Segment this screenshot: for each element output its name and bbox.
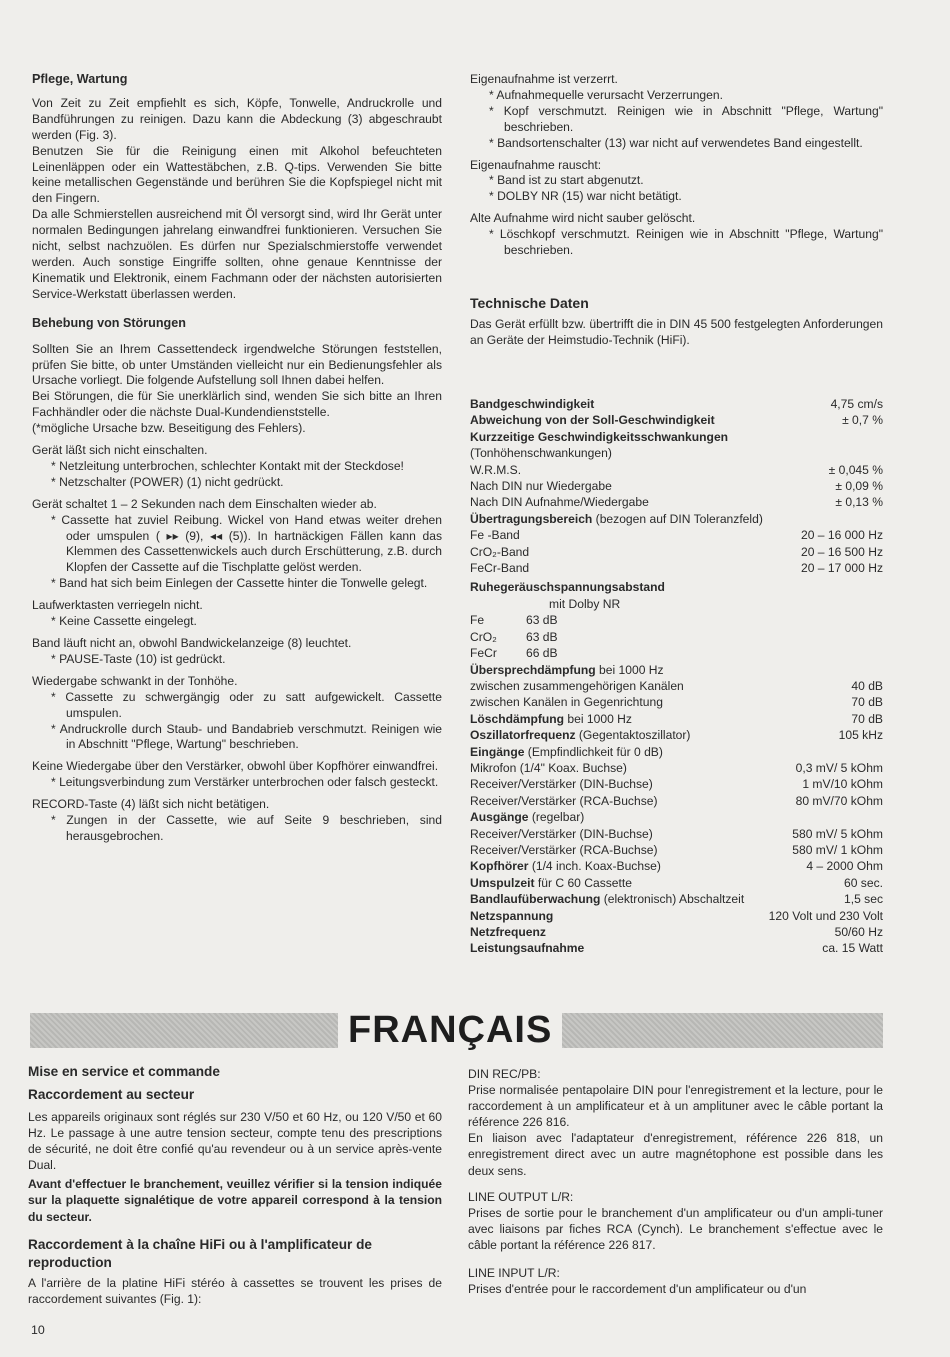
spec-value: 120 Volt und 230 Volt — [768, 908, 883, 923]
body-paragraph: Prises d'entrée pour le raccordement d'un amplificateur ou d'un — [468, 1282, 807, 1297]
spec-note: (elektronisch) Abschaltzeit — [600, 892, 745, 907]
spec-label: W.R.M.S. — [470, 462, 522, 477]
spec-label: Receiver/Verstärker (DIN-Buchse) — [470, 826, 653, 841]
spec-value: 4 – 2000 Ohm — [806, 859, 883, 874]
warning-paragraph: Avant d'effectuer le branchement, veuillez vérifier si la tension indiquée sur la plaquette signalétique de votre appareil correspond à la tension du secteur. — [28, 1177, 442, 1224]
spec-value: 70 dB — [851, 695, 883, 710]
spec-label: Umspulzeit — [470, 875, 535, 890]
spec-row — [470, 940, 883, 956]
spec-label: Netzfrequenz — [470, 925, 546, 939]
spec-value: 40 dB — [851, 678, 883, 693]
spec-label: Mikrofon (1/4" Koax. Buchse) — [470, 760, 627, 775]
connector-title: LINE OUTPUT L/R: — [468, 1189, 574, 1204]
connector-title: LINE INPUT L/R: — [468, 1266, 560, 1281]
spec-row — [470, 445, 883, 461]
symptom-title: Laufwerktasten verriegeln nicht. — [32, 598, 203, 613]
spec-row — [470, 727, 883, 743]
spec-row — [470, 462, 883, 478]
symptom-cause: * Keine Cassette eingelegt. — [51, 614, 197, 629]
spec-label: Bandgeschwindigkeit — [470, 397, 595, 411]
symptom-cause: * Zungen in der Cassette, wie auf Seite 9 beschrieben, sind herausgebrochen. — [51, 813, 442, 843]
spec-label: FeCr — [470, 646, 497, 661]
spec-row — [470, 858, 883, 874]
spec-value: ± 0,045 % — [828, 462, 883, 477]
symptom-title: RECORD-Taste (4) läßt sich nicht betätigen. — [32, 797, 270, 812]
spec-label: Nach DIN nur Wiedergabe — [470, 479, 612, 494]
symptom-cause: * Band hat sich beim Einlegen der Cassette hinter die Tonwelle gelegt. — [51, 576, 428, 591]
care-paragraph: Von Zeit zu Zeit empfiehlt es sich, Köpfe, Tonwelle, Andruckrolle und Bandführungen zu reinigen. Dazu kann die Abdeckung (3) abgeschraubt werden (Fig. 3). — [32, 95, 442, 142]
tech-intro: Das Gerät erfüllt bzw. übertrifft die in DIN 45 500 festgelegten Anforderungen an Geräte der Heimstudio-Technik (HiFi). — [470, 316, 883, 347]
spec-sublabel: mit Dolby NR — [549, 596, 621, 611]
trouble-paragraph: Sollten Sie an Ihrem Cassettendeck irgendwelche Störungen feststellen, prüfen Sie bitte, ob unter Umständen vielleicht nur ein Bedienungsfehler als Ursache vorliegt. Die folgende Aufstellung soll Ihnen dabei helfen. — [32, 341, 442, 388]
spec-row — [470, 744, 883, 760]
symptom-title: Band läuft nicht an, obwohl Bandwickelanzeige (8) leuchtet. — [32, 636, 352, 650]
spec-row — [470, 412, 883, 428]
spec-value: 0,3 mV/ 5 kOhm — [795, 760, 883, 775]
spec-label: Receiver/Verstärker (RCA-Buchse) — [470, 793, 658, 808]
trouble-paragraph: Bei Störungen, die für Sie unerklärlich sind, wenden Sie sich bitte an Ihren Fachhändler oder die nächste Dual-Kundendienststelle. — [32, 389, 442, 420]
spec-row — [470, 809, 883, 825]
spec-label: Übersprechdämpfung — [470, 662, 596, 677]
spec-row — [470, 396, 883, 412]
symptom-cause: * PAUSE-Taste (10) ist gedrückt. — [51, 651, 226, 666]
spec-note: (bezogen auf DIN Toleranzfeld) — [592, 511, 763, 526]
spec-note: für C 60 Cassette — [534, 875, 632, 890]
spec-row — [470, 711, 883, 727]
spec-row — [470, 645, 883, 661]
spec-label: Netzspannung — [470, 908, 554, 923]
spec-value: ± 0,13 % — [835, 495, 883, 510]
spec-note: bei 1000 Hz — [595, 662, 664, 677]
trouble-note: (*mögliche Ursache bzw. Beseitigung des Fehlers). — [32, 421, 306, 436]
spec-value: ca. 15 Watt — [822, 941, 883, 956]
symptom-cause: * Cassette hat zuviel Reibung. Wickel von Hand etwas weiter drehen oder umspulen ( ▸▸ (9), ◂◂ (5)). In hartnäckigen Fällen kann das Klemmen des Cassettenwickels auch durch Erschütterung, z.B. durch Klopfen der Cassette auf die Tischplatte gelöst werden. — [51, 512, 442, 575]
right-column — [470, 72, 883, 349]
spec-value: 66 dB — [526, 646, 558, 661]
spec-row — [470, 776, 883, 792]
left-column — [32, 72, 442, 845]
spec-value: 20 – 16 000 Hz — [800, 528, 883, 543]
spec-row — [470, 429, 883, 445]
spec-label: Oszillatorfrequenz — [470, 728, 576, 743]
spec-value: 1,5 sec — [844, 892, 883, 907]
symptom-title: Wiedergabe schwankt in der Tonhöhe. — [32, 673, 238, 688]
spec-row — [470, 612, 883, 628]
symptom-cause: * Cassette zu schwergängig oder zu satt aufgewickelt. Cassette umspulen. — [51, 689, 442, 720]
spec-row — [470, 793, 883, 809]
spec-row — [470, 891, 883, 907]
spec-row — [470, 629, 883, 645]
spec-row — [470, 560, 883, 576]
symptom-title: Gerät schaltet 1 – 2 Sekunden nach dem Einschalten wieder ab. — [32, 496, 377, 511]
body-paragraph: En liaison avec l'adaptateur d'enregistrement, référence 226 818, un enregistrement direct avec un autre magnétophone est possible dans les deux sens. — [468, 1131, 883, 1178]
spec-value: 63 dB — [526, 629, 558, 644]
spec-sublabel: (Tonhöhenschwankungen) — [470, 446, 612, 461]
spec-value: 70 dB — [851, 711, 883, 726]
language-title: FRANÇAIS — [338, 1008, 562, 1052]
body-paragraph: A l'arrière de la platine HiFi stéréo à cassettes se trouvent les prises de raccordement suivantes (Fig. 1): — [28, 1275, 442, 1306]
spec-value: 1 mV/10 kOhm — [802, 777, 883, 792]
symptom-cause: * Bandsortenschalter (13) war nicht auf verwendetes Band eingestellt. — [489, 135, 863, 150]
spec-value: ± 0,7 % — [842, 413, 883, 428]
spec-value: 20 – 16 500 Hz — [800, 544, 883, 559]
spec-row — [470, 662, 883, 678]
section-heading: Mise en service et commande — [28, 1064, 220, 1079]
spec-row — [470, 544, 883, 560]
spec-note: (1/4 inch. Koax-Buchse) — [528, 859, 661, 874]
spec-label: CrO₂ — [470, 629, 497, 644]
symptom-cause: * Band ist zu start abgenutzt. — [489, 173, 644, 188]
spec-row — [470, 527, 883, 543]
french-right-column — [468, 1063, 883, 1297]
symptom-title: Gerät läßt sich nicht einschalten. — [32, 443, 208, 458]
symptom-cause: * Netzleitung unterbrochen, schlechter Kontakt mit der Steckdose! — [51, 458, 404, 473]
spec-label: Ruhegeräuschspannungsabstand — [470, 580, 665, 595]
spec-label: Receiver/Verstärker (DIN-Buchse) — [470, 777, 653, 792]
spec-row — [470, 678, 883, 694]
spec-value: 20 – 17 000 Hz — [800, 561, 883, 576]
spec-value: 105 kHz — [838, 728, 883, 743]
spec-row — [470, 826, 883, 842]
symptom-cause: * DOLBY NR (15) war nicht betätigt. — [489, 189, 682, 204]
symptom-title: Alte Aufnahme wird nicht sauber gelöscht. — [470, 211, 696, 226]
spec-label: Receiver/Verstärker (RCA-Buchse) — [470, 842, 658, 857]
symptom-title: Eigenaufnahme rauscht: — [470, 157, 602, 172]
spec-label: Übertragungsbereich — [470, 511, 593, 526]
spec-label: Kopfhörer — [470, 859, 529, 874]
spec-label: Nach DIN Aufnahme/Wiedergabe — [470, 495, 649, 510]
care-heading: Pflege, Wartung — [32, 72, 128, 86]
spec-row — [470, 579, 883, 595]
spec-label: Eingänge — [470, 744, 525, 759]
symptom-cause: * Kopf verschmutzt. Reinigen wie in Abschnitt "Pflege, Wartung" beschrieben. — [489, 103, 883, 134]
spec-label: Fe — [470, 613, 485, 628]
symptom-cause: * Aufnahmequelle verursacht Verzerrungen. — [489, 87, 723, 102]
page-number: 10 — [31, 1323, 45, 1337]
symptom-cause: * Löschkopf verschmutzt. Reinigen wie in Abschnitt "Pflege, Wartung" beschrieben. — [489, 227, 883, 258]
spec-row — [470, 908, 883, 924]
spec-row — [470, 760, 883, 776]
spec-value: 580 mV/ 1 kOhm — [792, 842, 883, 857]
symptom-title: Keine Wiedergabe über den Verstärker, obwohl über Kopfhörer einwandfrei. — [32, 759, 439, 774]
spec-note: bei 1000 Hz — [564, 711, 632, 726]
spec-label: CrO₂-Band — [470, 544, 530, 559]
symptom-cause: * Leitungsverbindung zum Verstärker unterbrochen oder falsch gesteckt. — [51, 775, 439, 790]
spec-value: 580 mV/ 5 kOhm — [792, 826, 883, 841]
body-paragraph: Prises de sortie pour le branchement d'un amplificateur ou d'un ampli-tuner avec liaisons par fiches RCA (Cynch). Le branchement s'effectue avec le câble portant la référence 226 817. — [468, 1205, 883, 1252]
spec-note: (Gegentaktoszillator) — [575, 728, 691, 743]
section-heading: Raccordement au secteur — [28, 1087, 195, 1102]
spec-value: 63 dB — [526, 613, 558, 628]
symptom-cause: * Netzschalter (POWER) (1) nicht gedrückt. — [51, 474, 284, 489]
spec-value: 60 sec. — [844, 875, 883, 890]
spec-row — [470, 875, 883, 891]
tech-heading: Technische Daten — [470, 294, 589, 311]
spec-row — [470, 511, 883, 527]
body-paragraph: Les appareils originaux sont réglés sur 230 V/50 et 60 Hz, ou 120 V/50 et 60 Hz. Le passage à une autre tension secteur, compte tenu des prescriptions de sécurité, ne doit être confié qu'au revendeur ou à un service après-vente Dual. — [28, 1110, 442, 1173]
symptom-title: Eigenaufnahme ist verzerrt. — [470, 72, 618, 86]
spec-table — [470, 396, 883, 957]
care-paragraph: Benutzen Sie für die Reinigung einen mit Alkohol befeuchteten Leinenläppen oder ein Wattestäbchen, z.B. Q-tips. Verwenden Sie bitte keine metallischen Gegenstände und berühren Sie die Kopfspiegel nicht mit den Fingern. — [32, 143, 442, 206]
connector-title: DIN REC/PB: — [468, 1067, 541, 1081]
spec-label: Ausgänge — [470, 810, 529, 825]
spec-label: Leistungsaufnahme — [470, 941, 585, 956]
spec-label: zwischen zusammengehörigen Kanälen — [470, 678, 684, 693]
body-paragraph: Prise normalisée pentapolaire DIN pour l'enregistrement et la lecture, pour le raccordement à un amplificateur et à un amplituner avec le câble portant la référence 226 816. — [468, 1083, 883, 1130]
spec-note: (regelbar) — [528, 810, 585, 825]
care-paragraph: Da alle Schmierstellen ausreichend mit Öl versorgt sind, wird Ihr Gerät unter normalen Bedingungen jahrelang einwandfrei funktionieren. Versuchen Sie nicht, selbst nachzuölen. Es dürfen nur Spezialschmierstoffe verwendet werden. Auch sonstige Eingriffe sollten, ohne genaue Kenntnisse der Kinematik und Elektronik, einem Fachmann oder der nächsten autorisierten Service-Werkstatt überlassen werden. — [32, 207, 442, 301]
spec-note: (Empfindlichkeit für 0 dB) — [524, 744, 663, 759]
spec-row — [470, 478, 883, 494]
spec-value: 4,75 cm/s — [830, 397, 883, 411]
spec-label: zwischen Kanälen in Gegenrichtung — [470, 695, 663, 710]
spec-label: FeCr-Band — [470, 561, 530, 576]
spec-row — [470, 924, 883, 940]
spec-row — [470, 842, 883, 858]
spec-row — [470, 694, 883, 710]
spec-label: Löschdämpfung — [470, 711, 565, 726]
spec-value: 50/60 Hz — [834, 925, 883, 939]
section-heading: Raccordement à la chaîne HiFi ou à l'amplificateur de reproduction — [28, 1236, 372, 1270]
spec-value: ± 0,09 % — [835, 479, 883, 494]
spec-label: Kurzzeitige Geschwindigkeitsschwankungen — [470, 429, 729, 444]
spec-value: 80 mV/70 kOhm — [795, 793, 883, 808]
spec-label: Bandlaufüberwachung — [470, 892, 601, 907]
spec-row — [470, 494, 883, 510]
trouble-heading: Behebung von Störungen — [32, 315, 186, 330]
spec-label: Fe -Band — [470, 528, 520, 543]
french-left-column — [28, 1063, 442, 1307]
spec-label: Abweichung von der Soll-Geschwindigkeit — [470, 413, 715, 428]
symptom-cause: * Andruckrolle durch Staub- und Bandabrieb verschmutzt. Reinigen wie in Abschnitt "Pflege, Wartung" beschrieben. — [51, 721, 442, 752]
